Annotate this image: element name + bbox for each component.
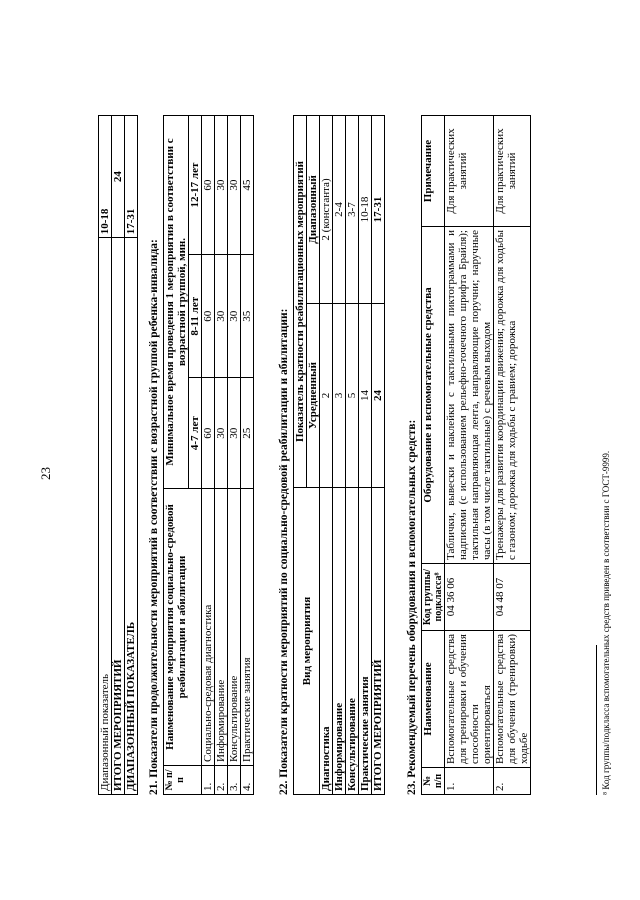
column-header: Оборудование и вспомогательные средства <box>422 227 445 564</box>
table-cell: Социально-средовая диагностика <box>202 489 215 766</box>
column-header: Наименование мероприятия социально-средовой реабилитации и абилитации <box>164 489 202 766</box>
table-cell: 24 <box>372 303 385 487</box>
table-row <box>112 116 125 795</box>
section-22-title: 22. Показатели кратности мероприятий по социально-средовой реабилитации и абилитации: <box>278 308 290 795</box>
range-summary-table <box>98 115 138 795</box>
column-header: 12-17 лет <box>189 116 202 255</box>
table-row <box>346 116 359 795</box>
table-cell: 3. <box>228 766 241 795</box>
table-row <box>445 116 494 795</box>
table-cell: 3-7 <box>346 116 359 304</box>
table-cell: 1. <box>202 766 215 795</box>
column-header: Минимальное время проведения 1 мероприятия в соответствии с возрастной группой, мин. <box>164 116 189 489</box>
table-cell: 2 <box>320 303 333 487</box>
table-header-row <box>164 116 189 795</box>
table-cell: 04 48 07 <box>494 564 531 631</box>
table-cell: Консультирование <box>346 488 359 795</box>
table-cell: 60 <box>202 116 215 255</box>
column-header: Примечание <box>422 116 445 227</box>
column-header: Код группы/ подкласса⁸ <box>422 564 445 631</box>
table-cell: 60 <box>202 255 215 378</box>
table-cell: 10-18 <box>99 116 112 238</box>
table-cell: ИТОГО МЕРОПРИЯТИЙ <box>112 238 125 795</box>
table-row <box>99 116 112 795</box>
table-row <box>333 116 346 795</box>
table-cell: 30 <box>215 116 228 255</box>
table-cell: Диагностика <box>320 488 333 795</box>
column-header: № п/п <box>422 768 445 795</box>
table-cell: 2. <box>215 766 228 795</box>
table-row <box>494 116 531 795</box>
table-cell: Тренажеры для развития координации движения; дорожка для ходьбы с газоном; дорожка для ходьбы с гравием; дорожка <box>494 227 531 564</box>
table-cell: 3 <box>333 303 346 487</box>
frequency-table <box>293 115 385 795</box>
section-23-title: 23. Рекомендуемый перечень оборудования и вспомогательных средств: <box>406 419 418 795</box>
column-header: Вид мероприятия <box>294 488 320 795</box>
table-row <box>359 116 372 795</box>
column-header: Наименование <box>422 631 445 768</box>
table-row <box>241 116 254 795</box>
table-row <box>202 116 215 795</box>
table-row <box>320 116 333 795</box>
table-cell: 04 36 06 <box>445 564 494 631</box>
column-header: Диапазонный <box>307 116 320 304</box>
table-cell: 30 <box>228 378 241 489</box>
table-cell: Диапазонный показатель <box>99 238 112 795</box>
table-cell: Для практических занятий <box>494 116 531 227</box>
table-cell: 14 <box>359 303 372 487</box>
column-header: 8-11 лет <box>189 255 202 378</box>
table-header-row <box>294 116 307 795</box>
table-row <box>125 116 138 795</box>
table-header-row <box>422 116 445 795</box>
table-cell: 30 <box>228 255 241 378</box>
table-cell: Консультирование <box>228 489 241 766</box>
equipment-table <box>421 115 531 795</box>
duration-table <box>163 115 254 795</box>
table-cell: Для практических занятий <box>445 116 494 227</box>
table-cell: 10-18 <box>359 116 372 304</box>
table-cell: 30 <box>215 255 228 378</box>
table-cell: 2. <box>494 768 531 795</box>
table-cell: 60 <box>202 378 215 489</box>
table-cell: 30 <box>228 116 241 255</box>
table-cell: Информирование <box>333 488 346 795</box>
table-cell: 30 <box>215 378 228 489</box>
table-cell: 1. <box>445 768 494 795</box>
footnote: ⁸ Код группы/подкласса вспомогательных средств приведен в соответствии с ГОСТ-9999. <box>601 450 611 795</box>
section-21-title: 21. Показатели продолжительности мероприятий в соответствии с возрастной группой ребенка-инвалида: <box>148 239 160 795</box>
table-cell: 2-4 <box>333 116 346 304</box>
column-header: Усредненный <box>307 303 320 487</box>
column-header: Показатель кратности реабилитационных мероприятий <box>294 116 307 488</box>
table-row <box>228 116 241 795</box>
table-cell: Вспомогательные средства для обучения (тренировки) ходьбе <box>494 631 531 768</box>
table-cell: 4. <box>241 766 254 795</box>
table-cell: 45 <box>241 116 254 255</box>
table-cell: ДИАПАЗОННЫЙ ПОКАЗАТЕЛЬ <box>125 238 138 795</box>
table-cell: ИТОГО МЕРОПРИЯТИЙ <box>372 488 385 795</box>
column-header: 4-7 лет <box>189 378 202 489</box>
table-cell: Информирование <box>215 489 228 766</box>
table-cell: 17-31 <box>372 116 385 304</box>
table-cell: 24 <box>112 116 125 238</box>
table-cell: 17-31 <box>125 116 138 238</box>
table-cell: 2 (константа) <box>320 116 333 304</box>
table-row <box>372 116 385 795</box>
table-cell: Таблички, вывески и наклейки с тактильными пиктограммами и надписями (с использованием рельефно-точечного шрифта Брайля); тактильная направляющая лента, направляющие поручни; наручные часы (в том числе тактильные) с речевым выходом <box>445 227 494 564</box>
table-cell: Практические занятия <box>241 489 254 766</box>
table-cell: Практические занятия <box>359 488 372 795</box>
table-cell: 35 <box>241 255 254 378</box>
table-row <box>215 116 228 795</box>
table-cell: 25 <box>241 378 254 489</box>
table-cell: Вспомогательные средства для тренировки и обучения способности ориентироваться <box>445 631 494 768</box>
footnote-divider <box>596 645 597 795</box>
column-header: № п/п <box>164 766 202 795</box>
table-cell: 5 <box>346 303 359 487</box>
page-number: 23 <box>38 467 53 480</box>
